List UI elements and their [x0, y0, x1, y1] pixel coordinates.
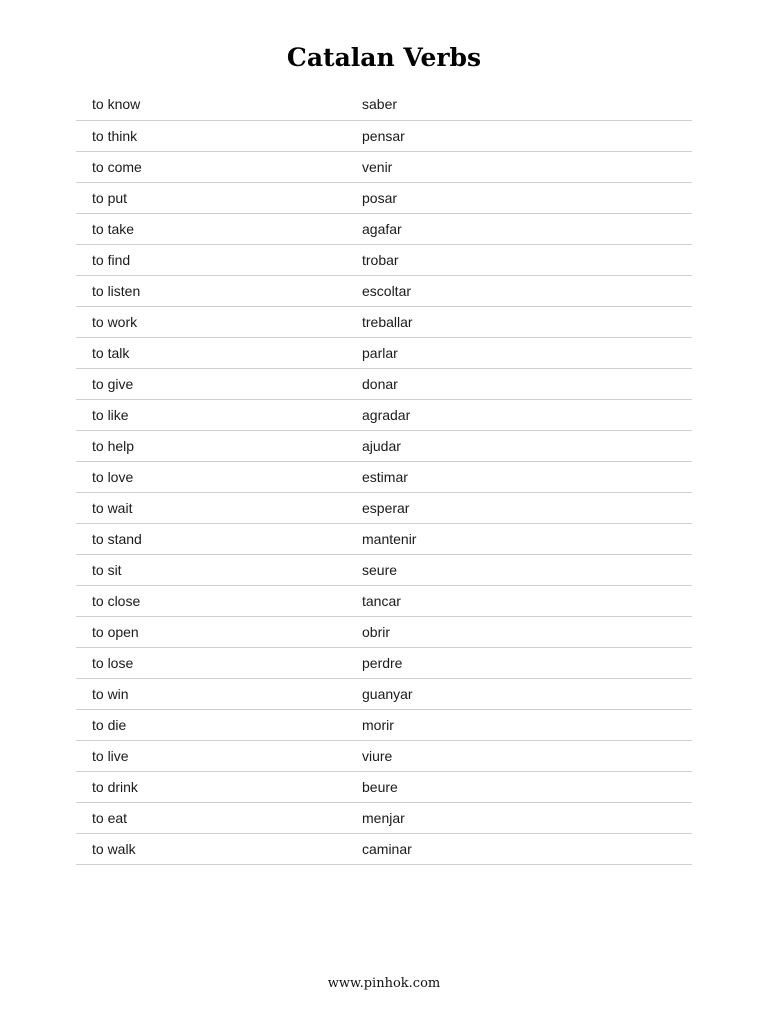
table-row	[76, 89, 692, 120]
table-row	[76, 647, 692, 678]
catalan-verb: agradar	[362, 399, 692, 430]
catalan-verb: ajudar	[362, 430, 692, 461]
catalan-verb: donar	[362, 368, 692, 399]
table-row	[76, 554, 692, 585]
catalan-verb: posar	[362, 182, 692, 213]
catalan-verb: seure	[362, 554, 692, 585]
vocabulary-table-body	[76, 89, 692, 864]
catalan-verb: beure	[362, 771, 692, 802]
table-row	[76, 740, 692, 771]
english-verb: to like	[76, 399, 362, 430]
english-verb: to put	[76, 182, 362, 213]
english-verb: to give	[76, 368, 362, 399]
table-row	[76, 678, 692, 709]
english-verb: to take	[76, 213, 362, 244]
catalan-verb: esperar	[362, 492, 692, 523]
catalan-verb: trobar	[362, 244, 692, 275]
table-row	[76, 120, 692, 151]
table-row	[76, 461, 692, 492]
table-row	[76, 771, 692, 802]
table-row	[76, 213, 692, 244]
english-verb: to think	[76, 120, 362, 151]
catalan-verb: agafar	[362, 213, 692, 244]
english-verb: to close	[76, 585, 362, 616]
english-verb: to walk	[76, 833, 362, 864]
catalan-verb: mantenir	[362, 523, 692, 554]
catalan-verb: pensar	[362, 120, 692, 151]
english-verb: to win	[76, 678, 362, 709]
english-verb: to talk	[76, 337, 362, 368]
catalan-verb: morir	[362, 709, 692, 740]
english-verb: to lose	[76, 647, 362, 678]
table-row	[76, 709, 692, 740]
english-verb: to help	[76, 430, 362, 461]
table-row	[76, 523, 692, 554]
table-row	[76, 151, 692, 182]
english-verb: to come	[76, 151, 362, 182]
catalan-verb: menjar	[362, 802, 692, 833]
english-verb: to love	[76, 461, 362, 492]
english-verb: to stand	[76, 523, 362, 554]
table-row	[76, 337, 692, 368]
table-row	[76, 492, 692, 523]
catalan-verb: venir	[362, 151, 692, 182]
table-row	[76, 275, 692, 306]
catalan-verb: obrir	[362, 616, 692, 647]
english-verb: to know	[92, 96, 141, 113]
english-verb: to work	[76, 306, 362, 337]
catalan-verb: parlar	[362, 337, 692, 368]
english-verb: to eat	[76, 802, 362, 833]
english-verb: to listen	[76, 275, 362, 306]
table-row	[76, 399, 692, 430]
vocabulary-table	[76, 89, 692, 865]
catalan-verb: treballar	[362, 306, 692, 337]
table-row	[76, 430, 692, 461]
table-row	[76, 244, 692, 275]
english-verb: to find	[76, 244, 362, 275]
catalan-verb: caminar	[362, 833, 692, 864]
table-row	[76, 585, 692, 616]
catalan-verb: saber	[362, 96, 398, 113]
catalan-verb: escoltar	[362, 275, 692, 306]
table-row	[76, 182, 692, 213]
english-verb: to drink	[76, 771, 362, 802]
english-verb: to sit	[76, 554, 362, 585]
table-row	[76, 306, 692, 337]
table-row	[76, 616, 692, 647]
english-verb: to wait	[76, 492, 362, 523]
table-row	[76, 833, 692, 864]
footer-url: www.pinhok.com	[327, 976, 441, 991]
english-verb: to die	[76, 709, 362, 740]
page-title: Catalan Verbs	[286, 43, 482, 72]
catalan-verb: estimar	[362, 461, 692, 492]
catalan-verb: tancar	[362, 585, 692, 616]
english-verb: to open	[76, 616, 362, 647]
table-row	[76, 802, 692, 833]
catalan-verb: viure	[362, 740, 692, 771]
table-row	[76, 368, 692, 399]
english-verb: to live	[76, 740, 362, 771]
catalan-verb: perdre	[362, 647, 692, 678]
catalan-verb: guanyar	[362, 678, 692, 709]
